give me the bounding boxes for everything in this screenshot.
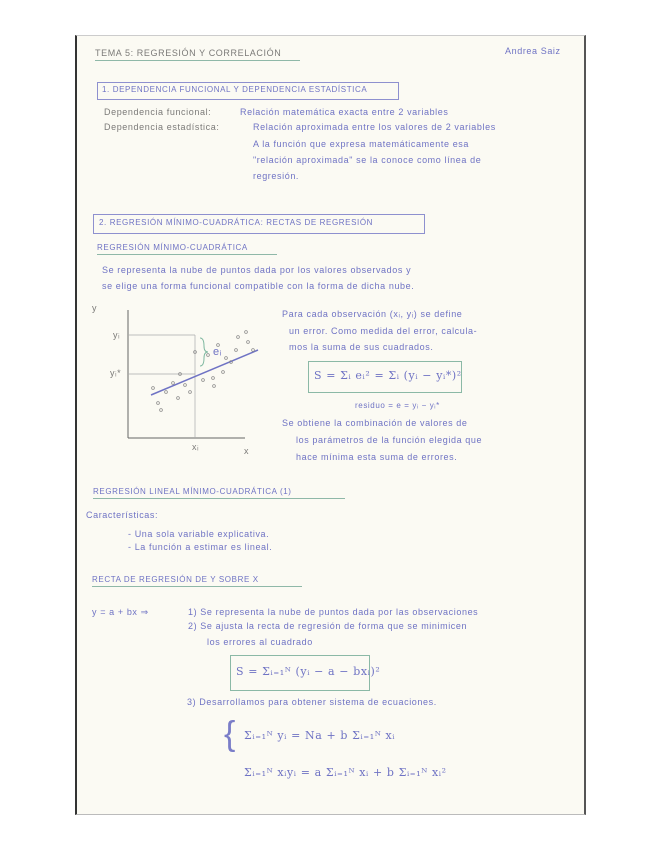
bullet-line: los parámetros de la función elegida que [296,435,483,445]
bullet-line: Para cada observación (xᵢ, yᵢ) se define [282,309,463,319]
sum-squares-formula: S = Σᵢ eᵢ² = Σᵢ (yᵢ − yᵢ*)² [314,369,462,382]
statistical-line: A la función que expresa matemáticamente esa [253,139,470,149]
section3-heading: REGRESIÓN LINEAL MÍNIMO-CUADRÁTICA (1) [93,487,345,499]
functional-text: Relación matemática exacta entre 2 variables [240,107,449,117]
yi-star-label: yᵢ* [110,368,122,378]
ei-label: eᵢ [213,346,223,358]
residual-note: residuo = e = yᵢ − yᵢ* [355,401,440,410]
functional-label: Dependencia funcional: [104,107,212,117]
xi-label: xᵢ [192,442,200,452]
normal-equation-2: Σᵢ₌₁ᴺ xᵢyᵢ = a Σᵢ₌₁ᴺ xᵢ + b Σᵢ₌₁ᴺ xᵢ² [244,766,447,779]
statistical-line: regresión. [253,171,300,181]
page-title: TEMA 5: REGRESIÓN Y CORRELACIÓN [95,48,300,61]
step-3: 3) Desarrollamos para obtener sistema de ecuaciones. [187,697,437,707]
model-equation: y = a + bx ⇒ [92,607,149,617]
intro-line: Se representa la nube de puntos dada por los valores observados y [102,265,412,275]
intro-line: se elige una forma funcional compatible con la forma de dicha nube. [102,281,415,291]
bullet-line: mos la suma de sus cuadrados. [289,342,434,352]
ls-formula: S = Σᵢ₌₁ᴺ (yᵢ − a − bxᵢ)² [236,665,381,678]
step-2-cont: los errores al cuadrado [207,637,313,647]
scatter-diagram [88,300,268,460]
characteristic-item: - La función a estimar es lineal. [128,542,273,552]
section2-heading: 2. REGRESIÓN MÍNIMO-CUADRÁTICA: RECTAS DE REGRESIÓN [99,218,374,227]
statistical-label: Dependencia estadística: [104,122,220,132]
step-2: 2) Se ajusta la recta de regresión de forma que se minimicen [188,621,468,631]
yi-label: yᵢ [113,330,121,340]
regression-line-subheading: RECTA DE REGRESIÓN DE Y SOBRE X [92,575,302,587]
bullet-line: Se obtiene la combinación de valores de [282,418,468,428]
statistical-line: Relación aproximada entre los valores de 2 variables [253,122,496,132]
section2-subheading: REGRESIÓN MÍNIMO-CUADRÁTICA [97,243,277,255]
bullet-line: un error. Como medida del error, calcula- [289,326,478,336]
normal-equation-1: Σᵢ₌₁ᴺ yᵢ = Na + b Σᵢ₌₁ᴺ xᵢ [244,729,396,742]
step-1: 1) Se representa la nube de puntos dada por las observaciones [188,607,479,617]
bullet-line: hace mínima esta suma de errores. [296,452,458,462]
author-name: Andrea Saiz [505,46,561,56]
system-brace: { [224,715,236,753]
characteristic-item: - Una sola variable explicativa. [128,529,270,539]
error-brace [200,338,208,366]
section1-heading: 1. DEPENDENCIA FUNCIONAL Y DEPENDENCIA ESTADÍSTICA [102,85,368,94]
y-axis-label: y [92,303,98,313]
x-axis-label: x [244,446,250,456]
statistical-line: "relación aproximada" se la conoce como línea de [253,155,482,165]
characteristics-label: Características: [86,510,159,520]
